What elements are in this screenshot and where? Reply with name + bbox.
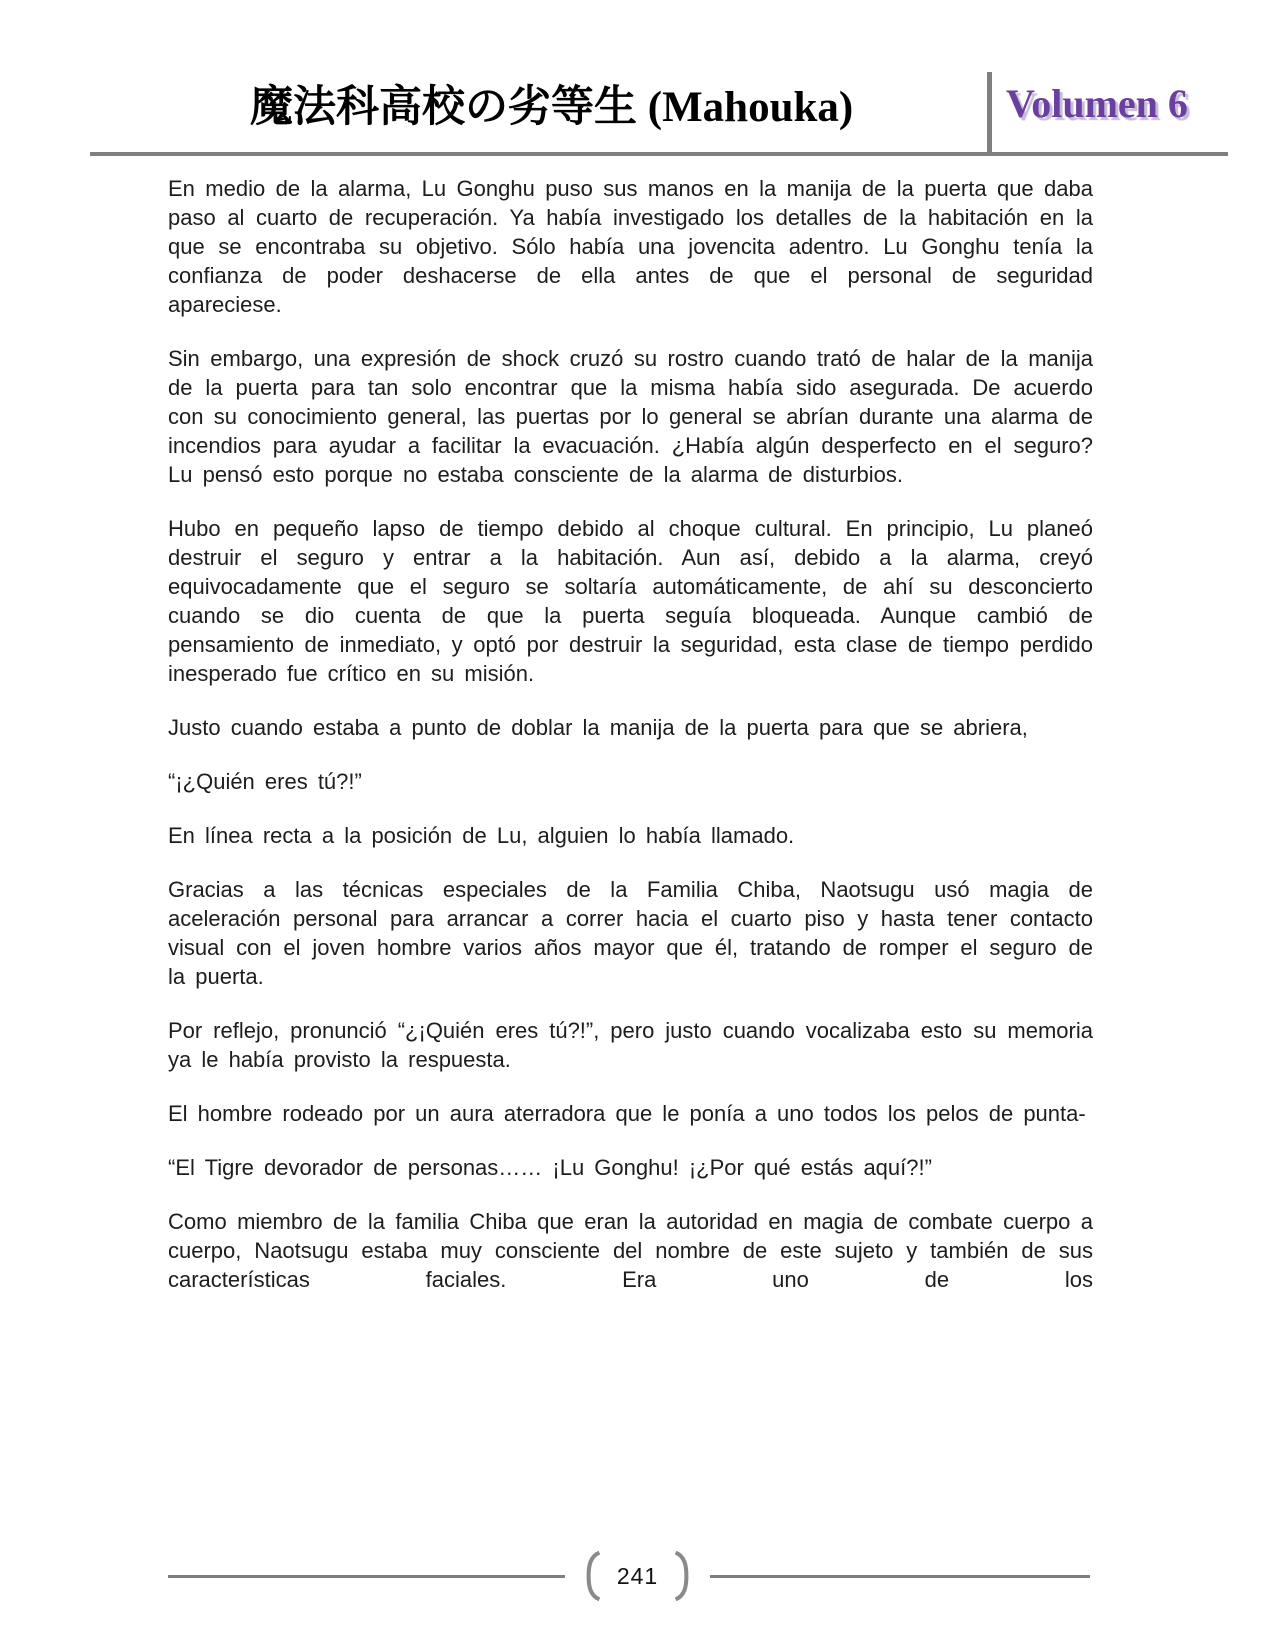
paragraph: Hubo en pequeño lapso de tiempo debido al choque cultural. En principio, Lu planeó destruir el seguro y entrar a la habitación. Aun así, debido a la alarma, creyó equivocadamente que el seguro se soltaría automáticamente, de ahí su desconcierto cuando se dio cuenta de que la puerta seguía bloqueada. Aunque cambió de pensamiento de inmediato, y optó por destruir la seguridad, esta clase de tiempo perdido inesperado fue crítico en su misión. — [168, 516, 1093, 686]
body-text — [168, 174, 1093, 1319]
left-bracket-icon — [585, 1550, 603, 1602]
paragraph: Gracias a las técnicas especiales de la Familia Chiba, Naotsugu usó magia de aceleración personal para arrancar a correr hacia el cuarto piso y hasta tener contacto visual con el joven hombre varios años mayor que él, tratando de romper el seguro de la puerta. — [168, 877, 1093, 989]
paragraph: Justo cuando estaba a punto de doblar la manija de la puerta para que se abriera, — [168, 715, 1028, 740]
page-header-title: 魔法科高校の劣等生 (Mahouka) — [250, 84, 854, 131]
paragraph: Por reflejo, pronunció “¿¡Quién eres tú?!”, pero justo cuando vocalizaba esto su memoria ya le había provisto la respuesta. — [168, 1018, 1093, 1072]
paragraph: Como miembro de la familia Chiba que eran la autoridad en magia de combate cuerpo a cuerpo, Naotsugu estaba muy consciente del nombre de este sujeto y también de sus características faciales. Era uno de los — [168, 1209, 1093, 1292]
paragraph: El hombre rodeado por un aura aterradora que le ponía a uno todos los pelos de punta- — [168, 1101, 1086, 1126]
page-number-decoration — [565, 1549, 710, 1603]
paragraph: En línea recta a la posición de Lu, alguien lo había llamado. — [168, 823, 795, 848]
paragraph: Sin embargo, una expresión de shock cruzó su rostro cuando trató de halar de la manija de la puerta para tan solo encontrar que la misma había sido asegurada. De acuerdo con su conocimiento general, las puertas por lo general se abrían durante una alarma de incendios para ayudar a facilitar la evacuación. ¿Había algún desperfecto en el seguro? Lu pensó esto porque no estaba consciente de la alarma de disturbios. — [168, 346, 1093, 487]
volume-label: Volumen 6 — [1006, 81, 1188, 126]
paragraph: En medio de la alarma, Lu Gonghu puso sus manos en la manija de la puerta que daba paso al cuarto de recuperación. Ya había investigado los detalles de la habitación en la que se encontraba su objetivo. Sólo había una jovencita adentro. Lu Gonghu tenía la confianza de poder deshacerse de ella antes de que el personal de seguridad apareciese. — [168, 176, 1093, 317]
header-divider-bar — [987, 72, 992, 153]
header-rule — [90, 152, 1228, 156]
page-number: 241 — [616, 1562, 659, 1589]
paragraph-dialogue: “El Tigre devorador de personas…… ¡Lu Gonghu! ¡¿Por qué estás aquí?!” — [168, 1155, 932, 1180]
right-bracket-icon — [672, 1550, 690, 1602]
paragraph-dialogue: “¡¿Quién eres tú?!” — [168, 769, 362, 794]
